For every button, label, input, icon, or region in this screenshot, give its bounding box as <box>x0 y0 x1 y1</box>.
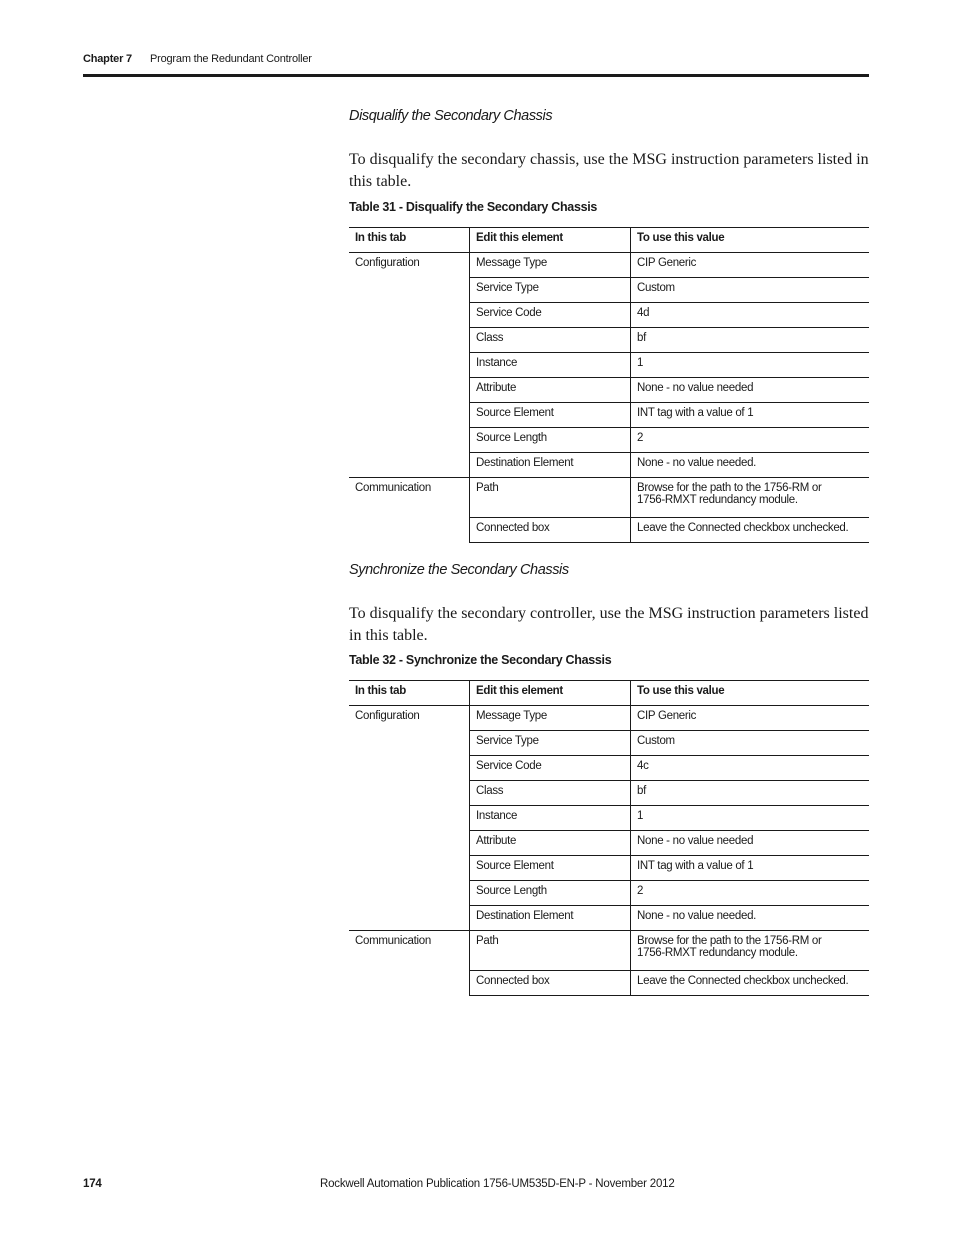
column-header: In this tab <box>349 228 470 253</box>
page-header <box>83 52 869 72</box>
section-heading: Synchronize the Secondary Chassis <box>349 562 569 578</box>
value-cell: 4d <box>631 303 870 328</box>
value-cell: 4c <box>631 756 870 781</box>
value-cell: Custom <box>631 278 870 303</box>
section-paragraph: To disqualify the secondary chassis, use the MSG instruction parameters listed in this table. <box>349 151 869 190</box>
element-cell: Source Element <box>470 856 631 881</box>
element-cell: Destination Element <box>470 906 631 931</box>
value-cell: INT tag with a value of 1 <box>631 403 870 428</box>
value-cell: CIP Generic <box>631 706 870 731</box>
value-cell: 2 <box>631 881 870 906</box>
element-cell: Service Type <box>470 731 631 756</box>
column-header: Edit this element <box>470 228 631 253</box>
element-cell: Attribute <box>470 831 631 856</box>
table-caption: Table 31 - Disqualify the Secondary Chassis <box>349 200 598 214</box>
chapter-title: Program the Redundant Controller <box>150 53 312 65</box>
element-cell: Service Code <box>470 756 631 781</box>
tab-cell: Configuration <box>349 706 470 931</box>
element-cell: Source Element <box>470 403 631 428</box>
table-row <box>349 931 869 971</box>
element-cell: Path <box>470 931 631 971</box>
value-cell: 2 <box>631 428 870 453</box>
page-number: 174 <box>83 1178 102 1190</box>
value-cell <box>631 931 870 971</box>
table-row <box>349 253 869 278</box>
column-header: In this tab <box>349 681 470 706</box>
value-cell: None - no value needed. <box>631 453 870 478</box>
tab-cell: Communication <box>349 931 470 996</box>
element-cell: Instance <box>470 353 631 378</box>
element-cell: Attribute <box>470 378 631 403</box>
tab-cell: Configuration <box>349 253 470 478</box>
element-cell: Message Type <box>470 706 631 731</box>
element-cell: Destination Element <box>470 453 631 478</box>
element-cell: Source Length <box>470 881 631 906</box>
element-cell: Connected box <box>470 971 631 996</box>
tab-cell: Communication <box>349 478 470 543</box>
value-cell: bf <box>631 328 870 353</box>
table-caption: Table 32 - Synchronize the Secondary Chassis <box>349 653 612 667</box>
element-cell: Instance <box>470 806 631 831</box>
table-row <box>349 706 869 731</box>
value-cell: Leave the Connected checkbox unchecked. <box>631 971 870 996</box>
column-header: To use this value <box>631 681 870 706</box>
value-cell: CIP Generic <box>631 253 870 278</box>
value-cell: INT tag with a value of 1 <box>631 856 870 881</box>
element-cell: Class <box>470 328 631 353</box>
value-cell: Custom <box>631 731 870 756</box>
element-cell: Source Length <box>470 428 631 453</box>
value-cell: Leave the Connected checkbox unchecked. <box>631 518 870 543</box>
value-cell: 1 <box>631 353 870 378</box>
publication-info: Rockwell Automation Publication 1756-UM535D-EN-P - November 2012 <box>320 1178 675 1190</box>
chapter-label: Chapter 7 <box>83 53 132 65</box>
header-divider <box>83 74 869 77</box>
element-cell: Service Code <box>470 303 631 328</box>
table-row <box>349 478 869 518</box>
value-cell: 1 <box>631 806 870 831</box>
table-header-row <box>349 681 869 706</box>
value-line: Browse for the path to the 1756-RM or <box>637 482 822 494</box>
value-cell: bf <box>631 781 870 806</box>
parameters-table <box>349 680 869 996</box>
section-heading: Disqualify the Secondary Chassis <box>349 108 553 124</box>
table-header-row <box>349 228 869 253</box>
column-header: Edit this element <box>470 681 631 706</box>
parameters-table <box>349 227 869 543</box>
value-cell: None - no value needed. <box>631 906 870 931</box>
value-line: 1756-RMXT redundancy module. <box>637 947 798 959</box>
value-line: Browse for the path to the 1756-RM or <box>637 935 822 947</box>
column-header: To use this value <box>631 228 870 253</box>
value-cell <box>631 478 870 518</box>
element-cell: Path <box>470 478 631 518</box>
section-paragraph: To disqualify the secondary controller, use the MSG instruction parameters listed in this table. <box>349 605 869 644</box>
value-cell: None - no value needed <box>631 831 870 856</box>
value-line: 1756-RMXT redundancy module. <box>637 494 798 506</box>
element-cell: Connected box <box>470 518 631 543</box>
value-cell: None - no value needed <box>631 378 870 403</box>
element-cell: Message Type <box>470 253 631 278</box>
element-cell: Service Type <box>470 278 631 303</box>
element-cell: Class <box>470 781 631 806</box>
